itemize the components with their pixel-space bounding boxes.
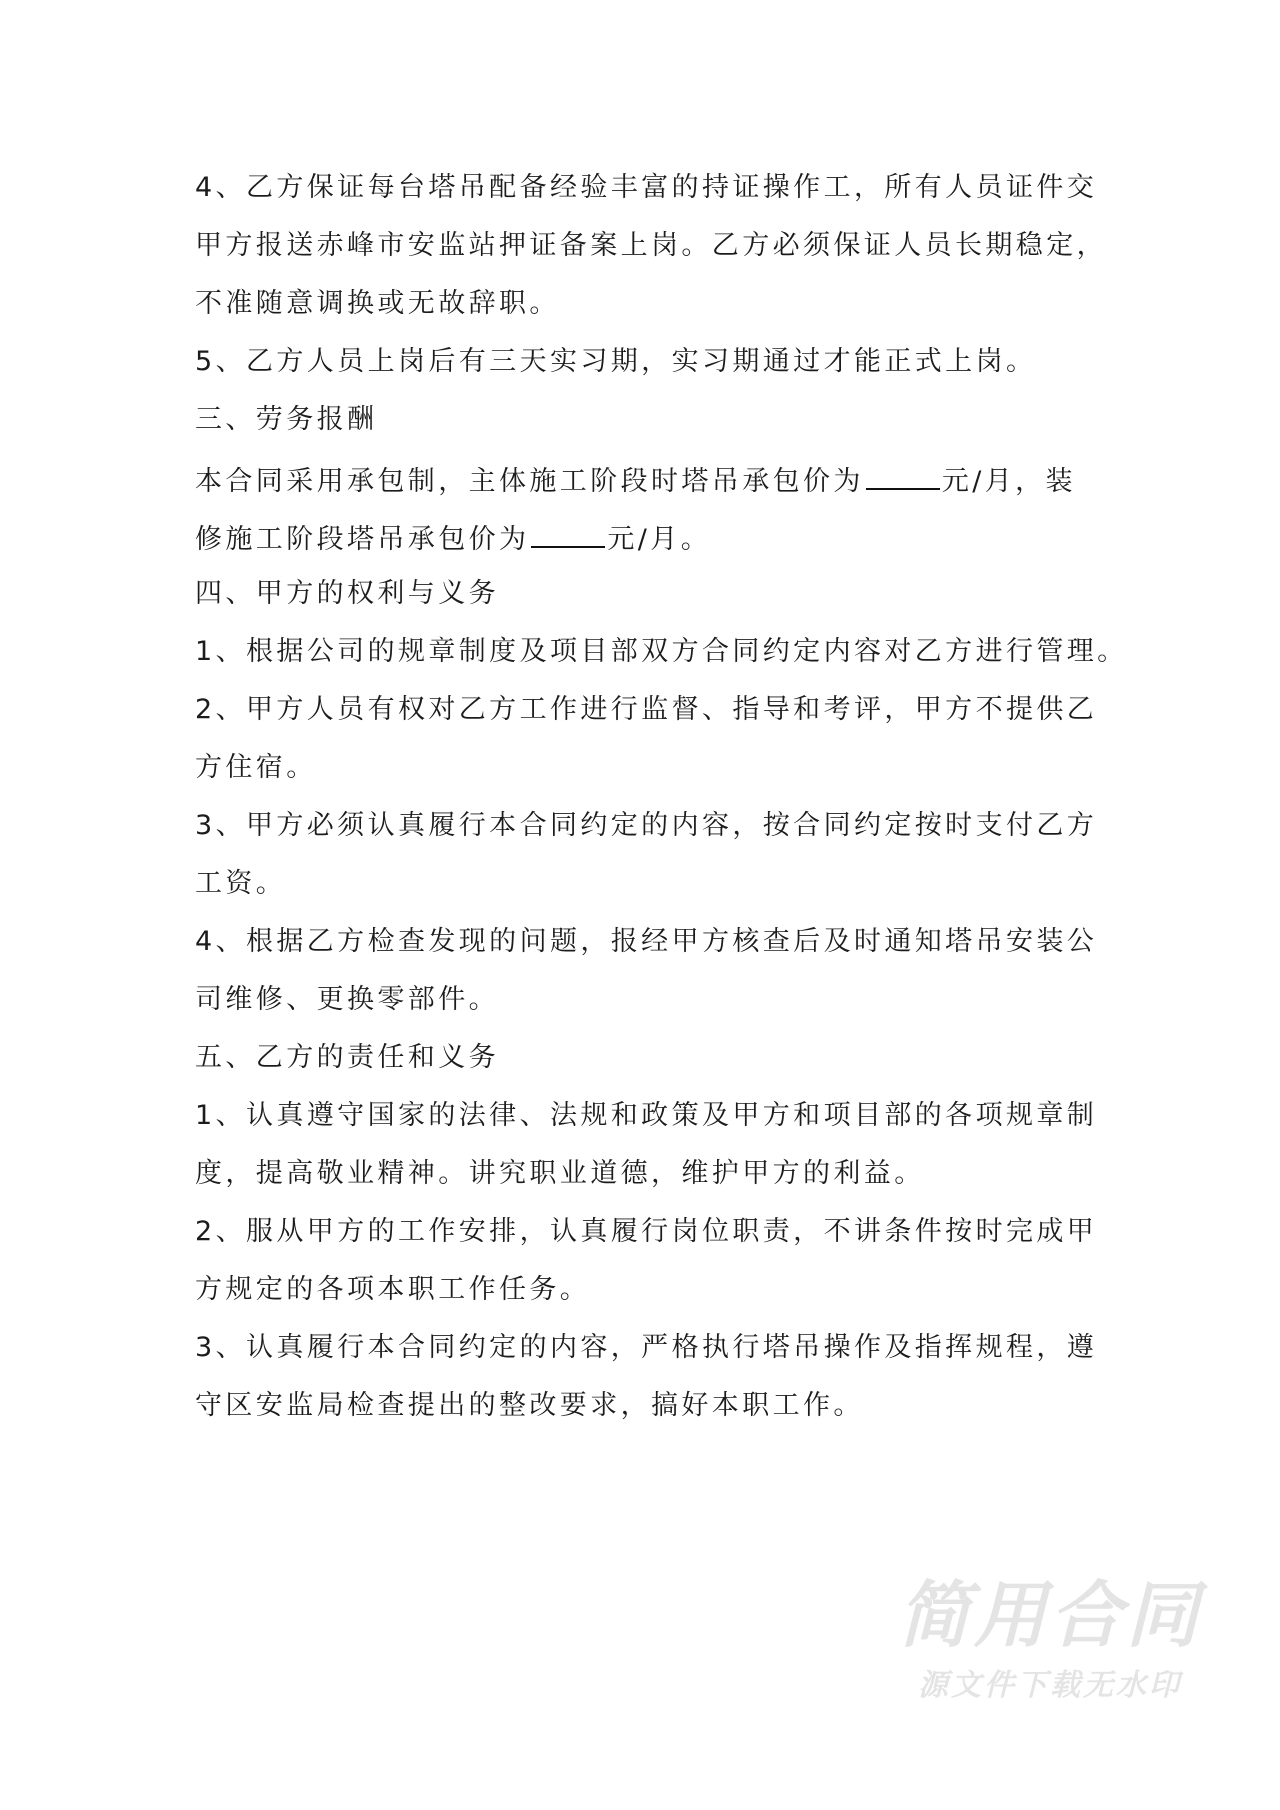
watermark-title: 简用合同 (897, 1573, 1202, 1657)
fill-in-blank-decoration-price[interactable] (531, 516, 605, 548)
paragraph-line: 方规定的各项本职工作任务。 (195, 1274, 591, 1305)
paragraph-line: 2、服从甲方的工作安排，认真履行岗位职责，不讲条件按时完成甲 (195, 1216, 1098, 1247)
paragraph-line: 1、根据公司的规章制度及项目部双方合同约定内容对乙方进行管理。 (195, 636, 1128, 667)
paragraph-line: 度，提高敬业精神。讲究职业道德，维护甲方的利益。 (195, 1158, 925, 1189)
paragraph-line: 工资。 (195, 868, 287, 899)
watermark (885, 1570, 1215, 1708)
paragraph-line: 2、甲方人员有权对乙方工作进行监督、指导和考评，甲方不提供乙 (195, 694, 1098, 725)
paragraph-line: 4、乙方保证每台塔吊配备经验丰富的持证操作工，所有人员证件交 (195, 172, 1098, 203)
section-heading-party-b: 五、乙方的责任和义务 (195, 1042, 499, 1073)
line-text-after: 元/月，装 (941, 466, 1076, 497)
paragraph-line: 不准随意调换或无故辞职。 (195, 288, 560, 319)
paragraph-line: 4、根据乙方检查发现的问题，报经甲方核查后及时通知塔吊安装公 (195, 926, 1098, 957)
watermark-subtitle: 源文件下载无水印 (918, 1668, 1182, 1703)
paragraph-line: 方住宿。 (195, 752, 317, 783)
paragraph-line: 司维修、更换零部件。 (195, 984, 499, 1015)
section-heading-remuneration: 三、劳务报酬 (195, 404, 378, 435)
paragraph-line: 1、认真遵守国家的法律、法规和政策及甲方和项目部的各项规章制 (195, 1100, 1098, 1131)
paragraph-line: 3、认真履行本合同约定的内容，严格执行塔吊操作及指挥规程，遵 (195, 1332, 1098, 1363)
paragraph-line-with-blank (195, 516, 711, 556)
paragraph-line: 守区安监局检查提出的整改要求，搞好本职工作。 (195, 1390, 864, 1421)
line-text-before: 本合同采用承包制，主体施工阶段时塔吊承包价为 (195, 466, 864, 497)
fill-in-blank-main-construction-price[interactable] (866, 458, 940, 490)
paragraph-line: 5、乙方人员上岗后有三天实习期，实习期通过才能正式上岗。 (195, 346, 1037, 377)
line-text-after: 元/月。 (607, 524, 712, 555)
section-heading-party-a: 四、甲方的权利与义务 (195, 578, 499, 609)
paragraph-line: 3、甲方必须认真履行本合同约定的内容，按合同约定按时支付乙方 (195, 810, 1098, 841)
line-text-before: 修施工阶段塔吊承包价为 (195, 524, 530, 555)
paragraph-line: 甲方报送赤峰市安监站押证备案上岗。乙方必须保证人员长期稳定， (195, 230, 1107, 261)
paragraph-line-with-blank (195, 458, 1076, 498)
